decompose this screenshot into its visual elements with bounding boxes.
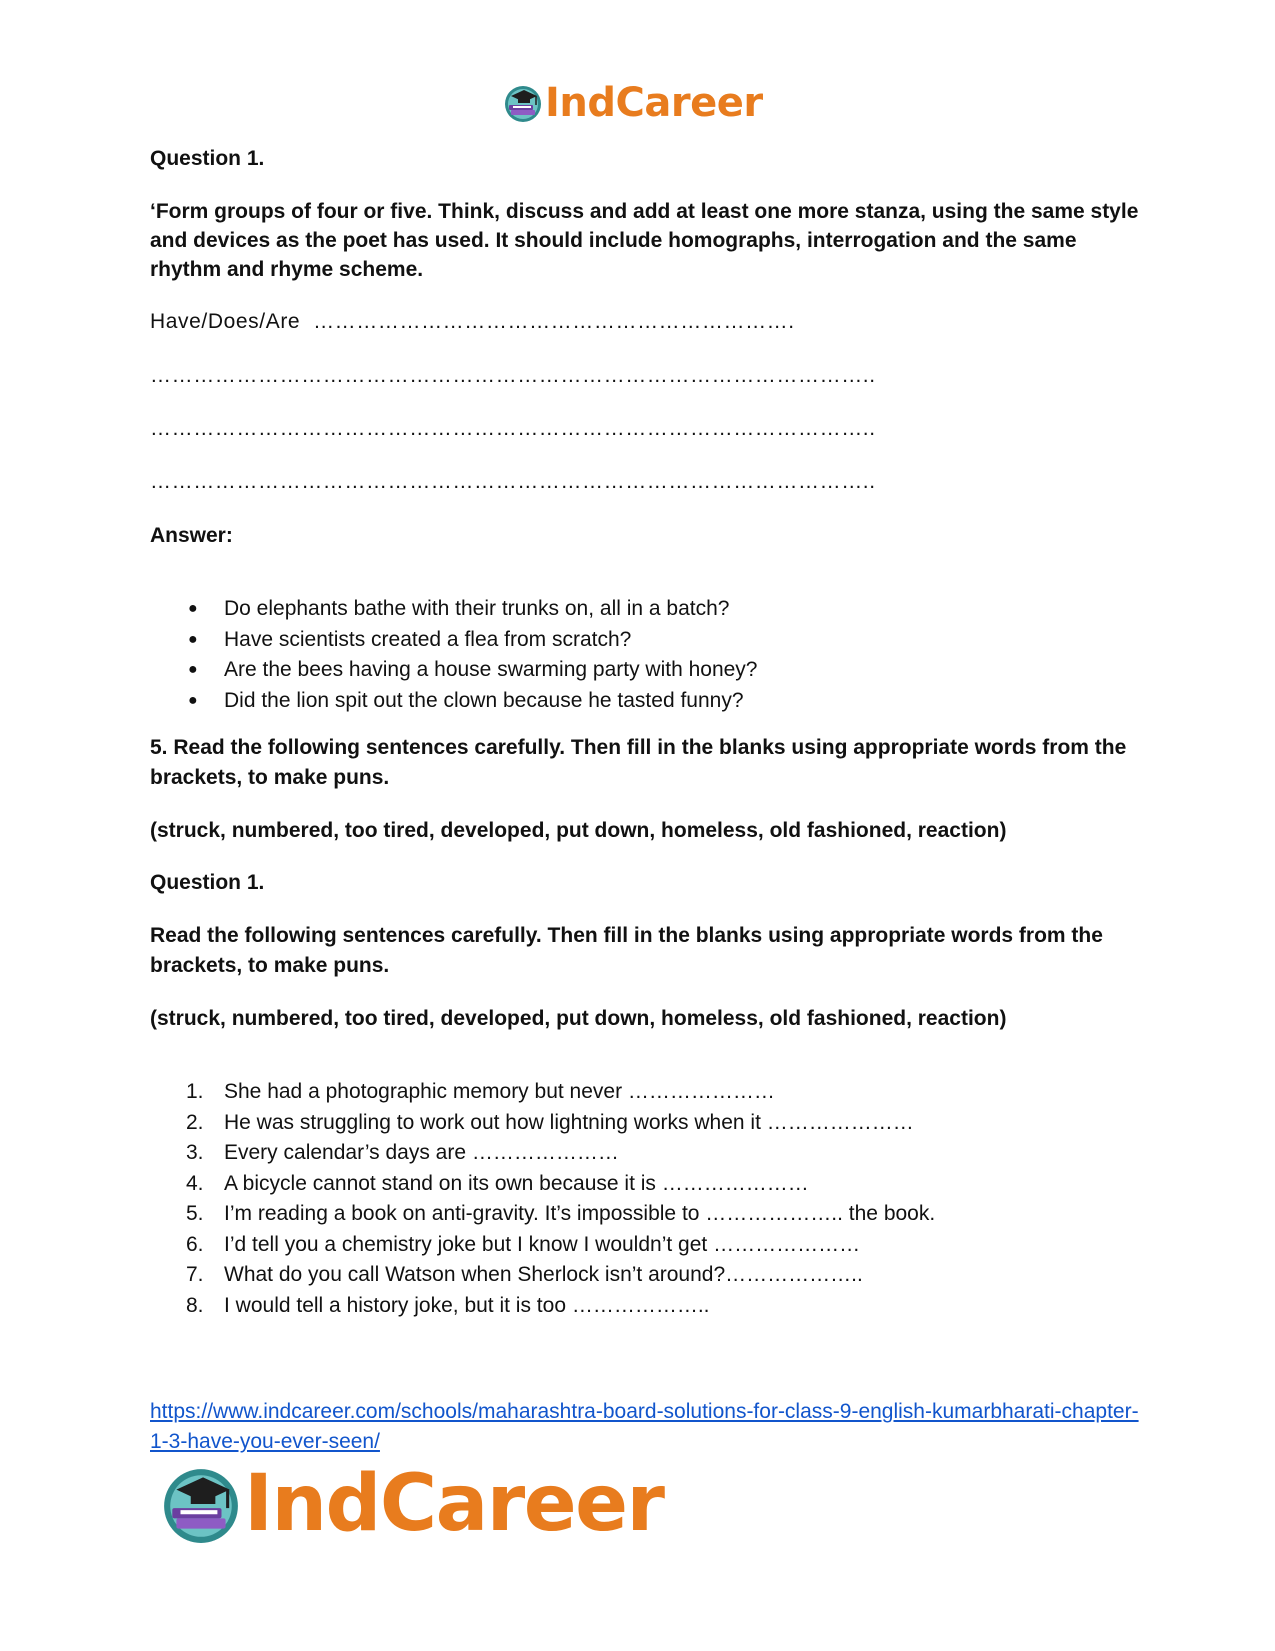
list-item-text: A bicycle cannot stand on its own because it is ………………… (224, 1171, 809, 1195)
bullet-icon: ● (188, 630, 198, 648)
list-item (150, 1230, 935, 1261)
stanza-blank-line: ……………………………………………………………………………………….. (150, 417, 876, 440)
stanza-first-line-prefix: Have/Does/Are (150, 310, 301, 333)
list-item (150, 1260, 935, 1291)
stanza-first-line-blank: …………………………………………………………. (313, 310, 795, 333)
source-url-link[interactable]: https://www.indcareer.com/schools/maharashtra-board-solutions-for-class-9-english-kumarbharati-chapter-1-3-have-you-ever-seen/ (150, 1400, 1139, 1453)
section-5-question-text: Read the following sentences carefully. Then fill in the blanks using appropriate words from the brackets, to make puns. (150, 924, 1103, 977)
section-5-question-label: Question 1. (150, 871, 265, 894)
list-item-text: Have scientists created a flea from scratch? (224, 627, 632, 651)
list-item-text: I would tell a history joke, but it is too ……………….. (224, 1293, 710, 1317)
brand-wordmark: IndCareer (244, 1459, 664, 1549)
answer-list (150, 594, 757, 716)
answer-label: Answer: (150, 524, 233, 547)
section-5-options: (struck, numbered, too tired, developed, put down, homeless, old fashioned, reaction) (150, 819, 1007, 842)
list-item (150, 686, 757, 717)
list-item-text: Do elephants bathe with their trunks on, all in a batch? (224, 597, 730, 620)
list-item (150, 1108, 935, 1139)
item-number: 6. (186, 1232, 204, 1256)
list-item (150, 625, 757, 656)
list-item-text: I’d tell you a chemistry joke but I know I wouldn’t get ………………… (224, 1232, 861, 1256)
question-1-prompt: ‘Form groups of four or five. Think, discuss and add at least one more stanza, using the same style and devices as the poet has used. It should include homographs, interrogation and the same rhythm and rhyme scheme. (150, 200, 1139, 281)
list-item (150, 1077, 935, 1108)
bullet-icon: ● (188, 661, 198, 678)
item-number: 5. (186, 1202, 204, 1225)
list-item (150, 1291, 935, 1322)
list-item-text: She had a photographic memory but never ………………… (224, 1080, 775, 1103)
stanza-blank-line: ……………………………………………………………………………………….. (150, 364, 876, 387)
graduation-cap-book-globe-icon (503, 83, 543, 123)
stanza-blank-line: ……………………………………………………………………………………….. (150, 470, 876, 493)
item-number: 1. (186, 1080, 204, 1103)
bullet-icon: ● (188, 600, 198, 617)
brand-logo-header[interactable] (503, 80, 763, 126)
item-number: 2. (186, 1110, 204, 1134)
list-item-text: I’m reading a book on anti-gravity. It’s impossible to ……………….. the book. (224, 1202, 936, 1225)
list-item (150, 1169, 935, 1200)
list-item-text: Every calendar’s days are ………………… (224, 1141, 619, 1164)
brand-logo-footer[interactable] (160, 1461, 664, 1547)
list-item (150, 594, 757, 625)
brand-wordmark: IndCareer (545, 80, 763, 126)
list-item-text: Are the bees having a house swarming party with honey? (224, 658, 758, 681)
item-number: 3. (186, 1141, 204, 1164)
list-item-text: He was struggling to work out how lightning works when it ………………… (224, 1110, 914, 1134)
list-item (150, 1199, 935, 1230)
section-5-heading: 5. Read the following sentences carefully. Then fill in the blanks using appropriate words from the brackets, to make puns. (150, 736, 1127, 789)
stanza-first-line (150, 307, 795, 337)
list-item (150, 1138, 935, 1169)
list-item-text: Did the lion spit out the clown because he tasted funny? (224, 688, 744, 712)
item-number: 4. (186, 1171, 204, 1195)
item-number: 7. (186, 1263, 204, 1286)
list-item (150, 655, 757, 686)
item-number: 8. (186, 1293, 204, 1317)
pun-fill-in-list (150, 1077, 935, 1321)
question-1-label: Question 1. (150, 147, 265, 170)
list-item-text: What do you call Watson when Sherlock isn’t around?……………….. (224, 1263, 863, 1286)
section-5-question-options: (struck, numbered, too tired, developed, put down, homeless, old fashioned, reaction) (150, 1007, 1007, 1030)
graduation-cap-book-globe-icon (160, 1463, 242, 1545)
bullet-icon: ● (188, 691, 198, 709)
